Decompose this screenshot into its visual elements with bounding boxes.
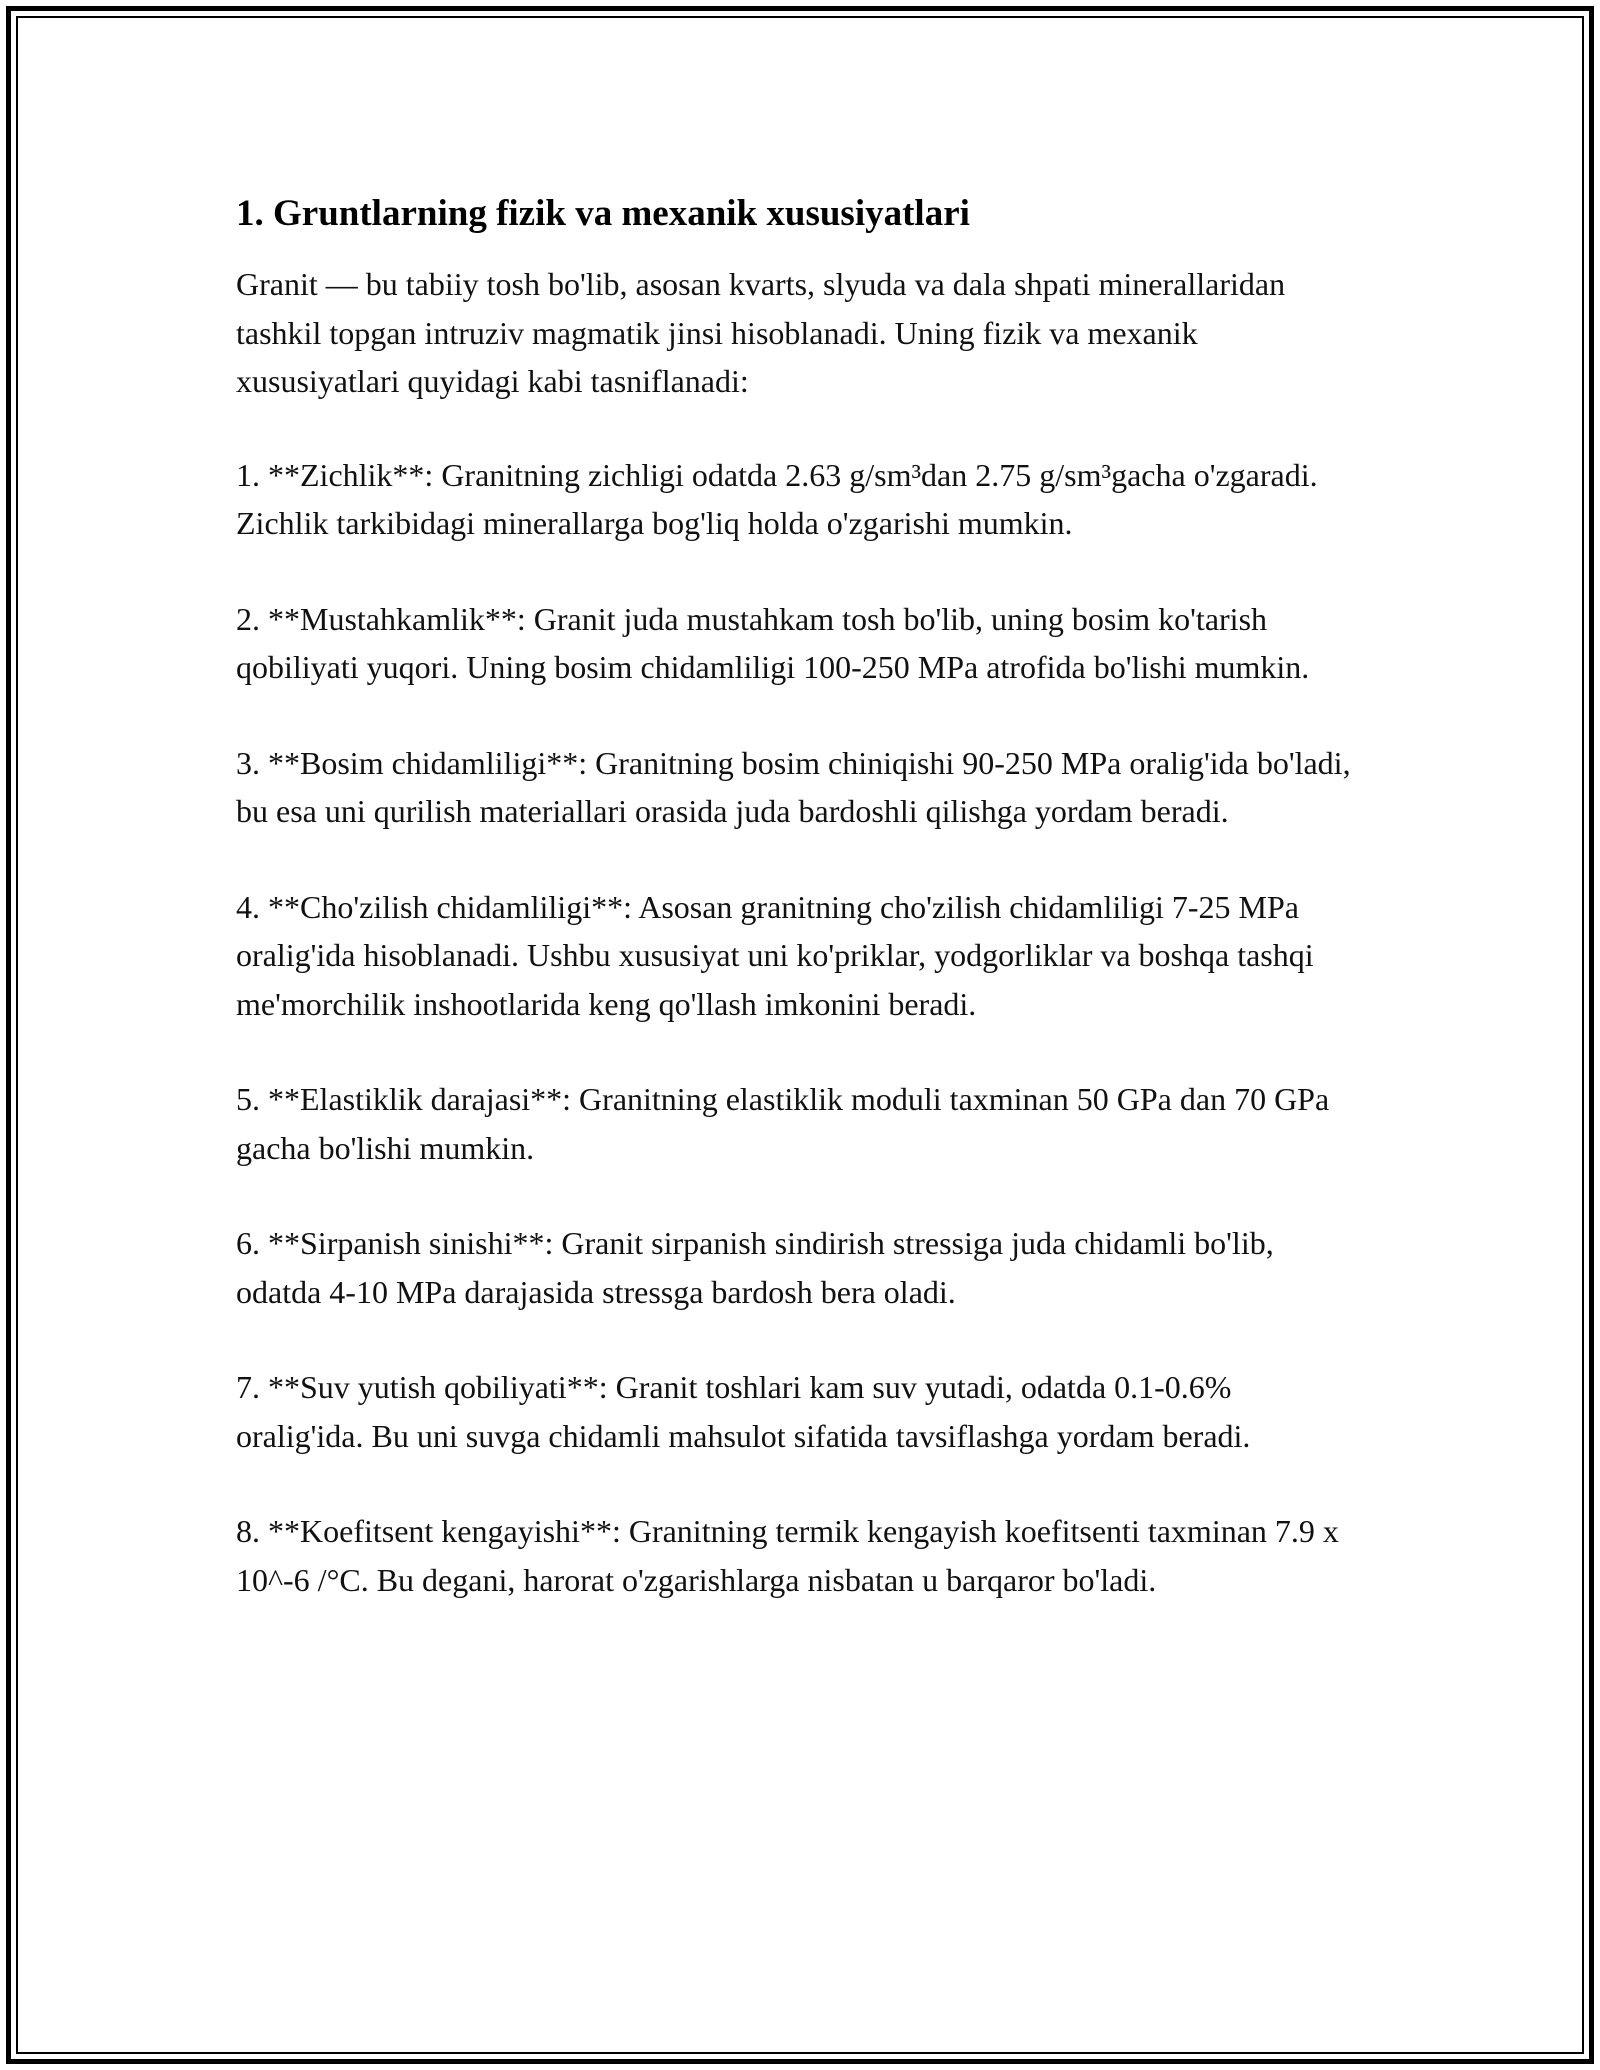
list-item-tensile-strength: 4. **Cho'zilish chidamliligi**: Asosan granitning cho'zilish chidamliligi 7-25 MPa oralig'ida hisoblanadi. Ushbu xususiyat uni ko'priklar, yodgorliklar va boshqa tashqi me'morchilik inshootlarida keng qo'llash imkonini beradi. [236,888,1314,1022]
list-item-compressive-strength: 3. **Bosim chidamliligi**: Granitning bosim chiniqishi 90-250 MPa oralig'ida bo'ladi, bu esa uni qurilish materiallari orasida juda bardoshli qilishga yordam beradi. [236,744,1351,829]
list-item-thermal-expansion: 8. **Koefitsent kengayishi**: Granitning termik kengayish koefitsenti taxminan 7.9 x 10^-6 /°C. Bu degani, harorat o'zgarishlarga nisbatan u barqaror bo'ladi. [236,1513,1339,1598]
intro-paragraph: Granit — bu tabiiy tosh bo'lib, asosan kvarts, slyuda va dala shpati minerallaridan tashkil topgan intruziv magmatik jinsi hisoblanadi. Uning fizik va mexanik xususiyatlari quyidagi kabi tasniflanadi: [236,266,1286,399]
list-item-water-absorption: 7. **Suv yutish qobiliyati**: Granit toshlari kam suv yutadi, odatda 0.1-0.6% oralig'ida. Bu uni suvga chidamli mahsulot sifatida tavsiflashga yordam beradi. [236,1369,1251,1454]
list-item-density: 1. **Zichlik**: Granitning zichligi odatda 2.63 g/sm³dan 2.75 g/sm³gacha o'zgaradi. Zichlik tarkibidagi minerallarga bog'liq holda o'zgarishi mumkin. [236,456,1318,541]
document-body [236,188,1356,1604]
list-item-strength: 2. **Mustahkamlik**: Granit juda mustahkam tosh bo'lib, uning bosim ko'tarish qobiliyati yuqori. Uning bosim chidamliligi 100-250 MPa atrofida bo'lishi mumkin. [236,600,1310,685]
list-item-elasticity: 5. **Elastiklik darajasi**: Granitning elastiklik moduli taxminan 50 GPa dan 70 GPa gacha bo'lishi mumkin. [236,1081,1330,1166]
list-item-shear-fracture: 6. **Sirpanish sinishi**: Granit sirpanish sindirish stressiga juda chidamli bo'lib, odatda 4-10 MPa darajasida stressga bardosh bera oladi. [236,1225,1274,1310]
section-heading: 1. Gruntlarning fizik va mexanik xususiyatlari [236,193,970,234]
